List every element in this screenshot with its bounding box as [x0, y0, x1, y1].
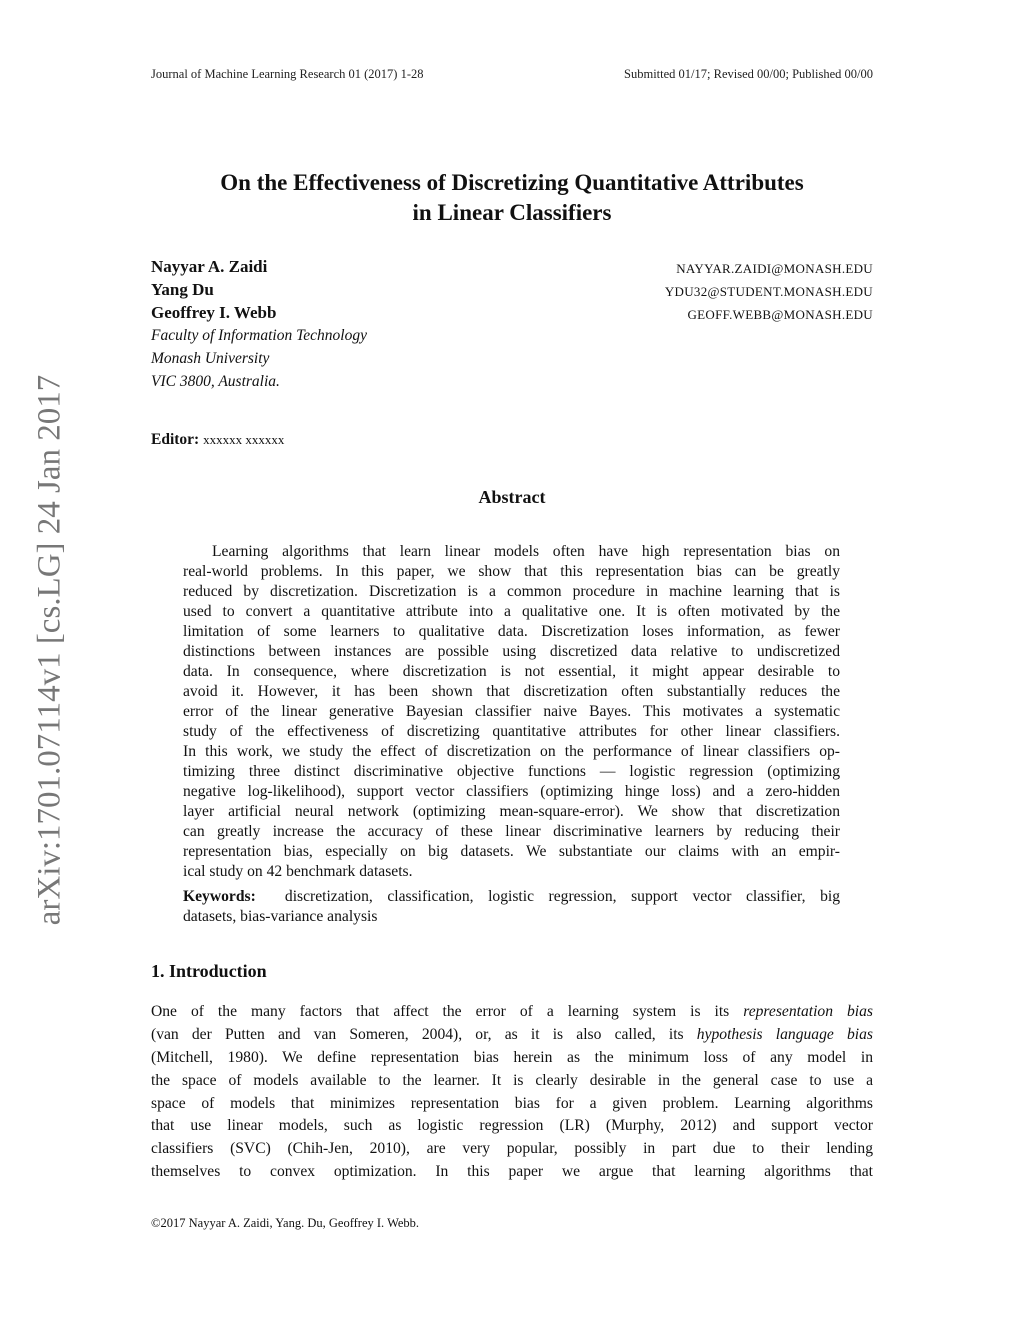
abstract-line: layer artificial neural network (optimizing mean-square-error). We show that discretization: [183, 803, 840, 820]
intro-emphasis: representation bias: [743, 1003, 873, 1020]
editor: [151, 431, 284, 449]
copyright-footer: ©2017 Nayyar A. Zaidi, Yang. Du, Geoffrey I. Webb.: [151, 1216, 420, 1230]
abstract-line: real-world problems. In this paper, we show that this representation bias can be greatly: [183, 563, 840, 580]
abstract-line: representation bias, especially on big datasets. We substantiate our claims with an empir-: [183, 843, 840, 860]
abstract-line: Learning algorithms that learn linear models often have high representation bias on: [212, 543, 840, 560]
author-email[interactable]: YDU32@STUDENT.MONASH.EDU: [664, 284, 873, 299]
keywords-label: Keywords:: [183, 888, 256, 905]
author-name: Nayyar A. Zaidi: [151, 257, 268, 276]
abstract-line: can greatly increase the accuracy of these linear discriminative learners by reducing their: [183, 823, 840, 840]
abstract-line: ical study on 42 benchmark datasets.: [183, 863, 413, 880]
title-line: On the Effectiveness of Discretizing Quantitative Attributes: [220, 170, 804, 195]
affiliation-line: Faculty of Information Technology: [151, 327, 367, 344]
abstract-line: timizing three distinct discriminative objective functions — logistic regression (optimizing: [183, 763, 840, 780]
title-line: in Linear Classifiers: [412, 200, 612, 225]
intro-line: that use linear models, such as logistic regression (LR) (Murphy, 2012) and support vector: [151, 1117, 873, 1135]
intro-line: classifiers (SVC) (Chih-Jen, 2010), are very popular, possibly in part due to their lending: [151, 1140, 873, 1158]
abstract-line: avoid it. However, it has been shown that discretization often substantially reduces the: [183, 683, 840, 700]
intro-line: (Mitchell, 1980). We define representation bias herein as the minimum loss of any model in: [151, 1049, 873, 1066]
abstract-line: limitation of some learners to qualitative data. Discretization loses information, as fewer: [183, 623, 840, 640]
abstract-line: reduced by discretization. Discretization is a common procedure in machine learning that is: [183, 583, 840, 600]
author-email[interactable]: GEOFF.WEBB@MONASH.EDU: [687, 307, 873, 322]
intro-emphasis: hypothesis language bias: [696, 1026, 873, 1043]
section-heading-introduction: 1. Introduction: [151, 961, 267, 981]
journal-header: Journal of Machine Learning Research 01 (2017) 1-28: [151, 67, 424, 81]
abstract-line: study of the effectiveness of discretizing quantitative attributes for other linear classifiers.: [183, 723, 840, 740]
keywords-line: [183, 888, 840, 908]
intro-line: space of models that minimizes representation bias for a given problem. Learning algorithms: [151, 1094, 873, 1112]
intro-line: [151, 1026, 873, 1046]
abstract-line: In this work, we study the effect of discretization on the performance of linear classifiers op-: [183, 743, 840, 760]
abstract-line: negative log-likelihood), support vector classifiers (optimizing hinge loss) and a zero-hidden: [183, 783, 840, 800]
editor-value: xxxxxx xxxxxx: [203, 432, 285, 447]
keywords-text: datasets, bias-variance analysis: [183, 908, 378, 925]
arxiv-id: arXiv:1701.07114v1 [cs.LG] 24 Jan 2017: [31, 374, 68, 926]
abstract-line: used to convert a quantitative attribute into a qualitative one. It is often motivated by the: [183, 603, 840, 620]
intro-text: One of the many factors that affect the error of a learning system is its: [151, 1003, 730, 1020]
affiliation-line: VIC 3800, Australia.: [151, 373, 280, 390]
arxiv-sidebar: [0, 0, 68, 926]
author-name: Geoffrey I. Webb: [151, 303, 277, 322]
submission-dates: Submitted 01/17; Revised 00/00; Published 00/00: [624, 67, 873, 81]
intro-text: (van der Putten and van Someren, 2004), or, as it is also called, its: [151, 1026, 684, 1043]
abstract-line: distinctions between instances are possible using discretized data relative to undiscretized: [183, 643, 840, 660]
affiliation-line: Monash University: [151, 350, 270, 367]
abstract-line: data. In consequence, where discretization is not essential, it might appear desirable to: [183, 663, 840, 680]
abstract-heading: Abstract: [478, 487, 546, 507]
intro-line: the space of models available to the learner. It is clearly desirable in the general case to use a: [151, 1071, 873, 1089]
abstract-line: error of the linear generative Bayesian classifier naive Bayes. This motivates a systematic: [183, 703, 840, 720]
keywords-text: discretization, classification, logistic regression, support vector classifier, big: [284, 888, 840, 905]
editor-label: Editor:: [151, 431, 200, 448]
intro-line: [151, 1003, 873, 1023]
paper-title: [120, 168, 904, 228]
author-name: Yang Du: [151, 280, 214, 299]
intro-line: themselves to convex optimization. In this paper we argue that learning algorithms that: [151, 1163, 873, 1180]
author-email[interactable]: NAYYAR.ZAIDI@MONASH.EDU: [676, 261, 873, 276]
